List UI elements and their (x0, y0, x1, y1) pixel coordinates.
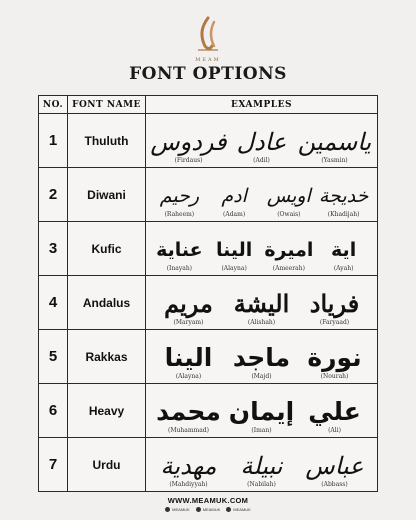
social-link[interactable] (196, 507, 221, 512)
table-row (39, 114, 378, 168)
font-name: Rakkas (68, 330, 146, 384)
arabic-calligraphy: عادل (236, 128, 287, 156)
header-no: NO. (39, 96, 68, 114)
table-row (39, 384, 378, 438)
row-number: 4 (39, 276, 68, 330)
example-label: (Yasmin) (321, 157, 348, 164)
font-example (264, 236, 314, 275)
example-label: (Owais) (277, 211, 301, 218)
arabic-calligraphy: رحيم (159, 185, 200, 207)
social-links (0, 507, 416, 512)
table-row (39, 276, 378, 330)
arabic-calligraphy: فرياد (309, 289, 360, 318)
arabic-calligraphy: ياسمين (297, 128, 372, 156)
example-label: (Majd) (251, 373, 272, 380)
example-label: (Adil) (253, 157, 270, 164)
examples-cell (146, 114, 378, 168)
font-example (229, 344, 295, 383)
arabic-calligraphy: محمد (156, 397, 221, 426)
row-number: 1 (39, 114, 68, 168)
arabic-calligraphy: علي (308, 397, 361, 426)
example-label: (Ayah) (333, 265, 354, 272)
example-label: (Inayah) (166, 265, 193, 272)
example-label: (Alayna) (221, 265, 247, 272)
table-header-row (39, 96, 378, 114)
font-example (154, 182, 204, 221)
font-example (318, 182, 368, 221)
social-handle: MEAMUK (172, 507, 190, 512)
table-row (39, 222, 378, 276)
arabic-calligraphy: نورة (307, 343, 362, 372)
font-example (156, 452, 222, 491)
example-label: (Muhammad) (168, 427, 209, 434)
font-example (209, 182, 259, 221)
social-link[interactable] (165, 507, 190, 512)
font-example (302, 290, 368, 329)
arabic-calligraphy: اميرة (264, 239, 314, 261)
table-row (39, 438, 378, 492)
social-handle: MEAMUK (202, 507, 221, 512)
website-link[interactable]: WWW.MEAMUK.COM (167, 496, 249, 505)
font-example (229, 452, 295, 491)
social-link[interactable] (226, 507, 251, 512)
example-label: (Adam) (223, 211, 246, 218)
example-label: (Alishah) (247, 319, 276, 326)
font-name: Thuluth (68, 114, 146, 168)
social-handle: MEAMUK (233, 507, 251, 512)
font-example (156, 290, 222, 329)
example-label: (Mahdiyyah) (169, 481, 208, 488)
row-number: 3 (39, 222, 68, 276)
arabic-calligraphy: نبيلة (240, 452, 283, 480)
example-label: (Iman) (251, 427, 272, 434)
example-label: (Maryam) (173, 319, 204, 326)
example-label: (Abbass) (321, 481, 348, 488)
table-row (39, 330, 378, 384)
page-title: FONT OPTIONS (129, 64, 287, 84)
font-example (302, 344, 368, 383)
table-row (39, 168, 378, 222)
brand-name: MEAM (195, 57, 221, 63)
arabic-calligraphy: عباس (305, 452, 364, 480)
tiktok-icon (226, 507, 231, 512)
example-label: (Firdaus) (174, 157, 203, 164)
font-example (154, 236, 204, 275)
arabic-calligraphy: خديجة (318, 185, 369, 207)
font-example (229, 398, 295, 437)
examples-cell (146, 438, 378, 492)
brand-logo (188, 14, 228, 58)
arabic-calligraphy: فردوس (150, 128, 227, 156)
arabic-calligraphy: اية (331, 239, 357, 261)
font-name: Diwani (68, 168, 146, 222)
example-label: (Khadijah) (327, 211, 360, 218)
arabic-calligraphy: اليشة (233, 289, 290, 318)
examples-cell (146, 168, 378, 222)
font-example (229, 290, 295, 329)
example-label: (Faryaad) (319, 319, 350, 326)
arabic-calligraphy: عناية (156, 239, 203, 261)
header-font-name: FONT NAME (68, 96, 146, 114)
row-number: 5 (39, 330, 68, 384)
arabic-calligraphy: ادم (221, 185, 247, 207)
arabic-calligraphy: ماجد (232, 343, 291, 372)
font-example (156, 398, 222, 437)
instagram-icon (165, 507, 170, 512)
font-example (302, 452, 368, 491)
font-example (150, 128, 227, 167)
arabic-calligraphy: مريم (164, 289, 213, 318)
arabic-calligraphy: إيمان (228, 397, 295, 426)
examples-cell (146, 384, 378, 438)
example-label: (Nabilah) (247, 481, 276, 488)
examples-cell (146, 276, 378, 330)
facebook-icon (196, 507, 201, 512)
arabic-calligraphy: اويس (266, 185, 311, 207)
arabic-calligraphy: الينا (215, 239, 253, 261)
font-name: Heavy (68, 384, 146, 438)
font-example (229, 128, 295, 167)
font-example (302, 398, 368, 437)
font-example (209, 236, 259, 275)
row-number: 6 (39, 384, 68, 438)
font-example (156, 344, 222, 383)
header-examples: EXAMPLES (146, 96, 378, 114)
font-example (297, 128, 372, 167)
font-name: Andalus (68, 276, 146, 330)
arabic-calligraphy: مهدية (160, 452, 217, 480)
example-label: (Alayna) (175, 373, 202, 380)
examples-cell (146, 222, 378, 276)
arabic-calligraphy: الينا (164, 343, 213, 372)
font-example (318, 236, 368, 275)
font-example (264, 182, 314, 221)
example-label: (Ameerah) (272, 265, 305, 272)
font-name: Kufic (68, 222, 146, 276)
example-label: (Raheem) (164, 211, 195, 218)
example-label: (Nourah) (320, 373, 349, 380)
font-options-table (38, 95, 378, 492)
row-number: 2 (39, 168, 68, 222)
example-label: (Ali) (328, 427, 341, 434)
examples-cell (146, 330, 378, 384)
row-number: 7 (39, 438, 68, 492)
font-name: Urdu (68, 438, 146, 492)
